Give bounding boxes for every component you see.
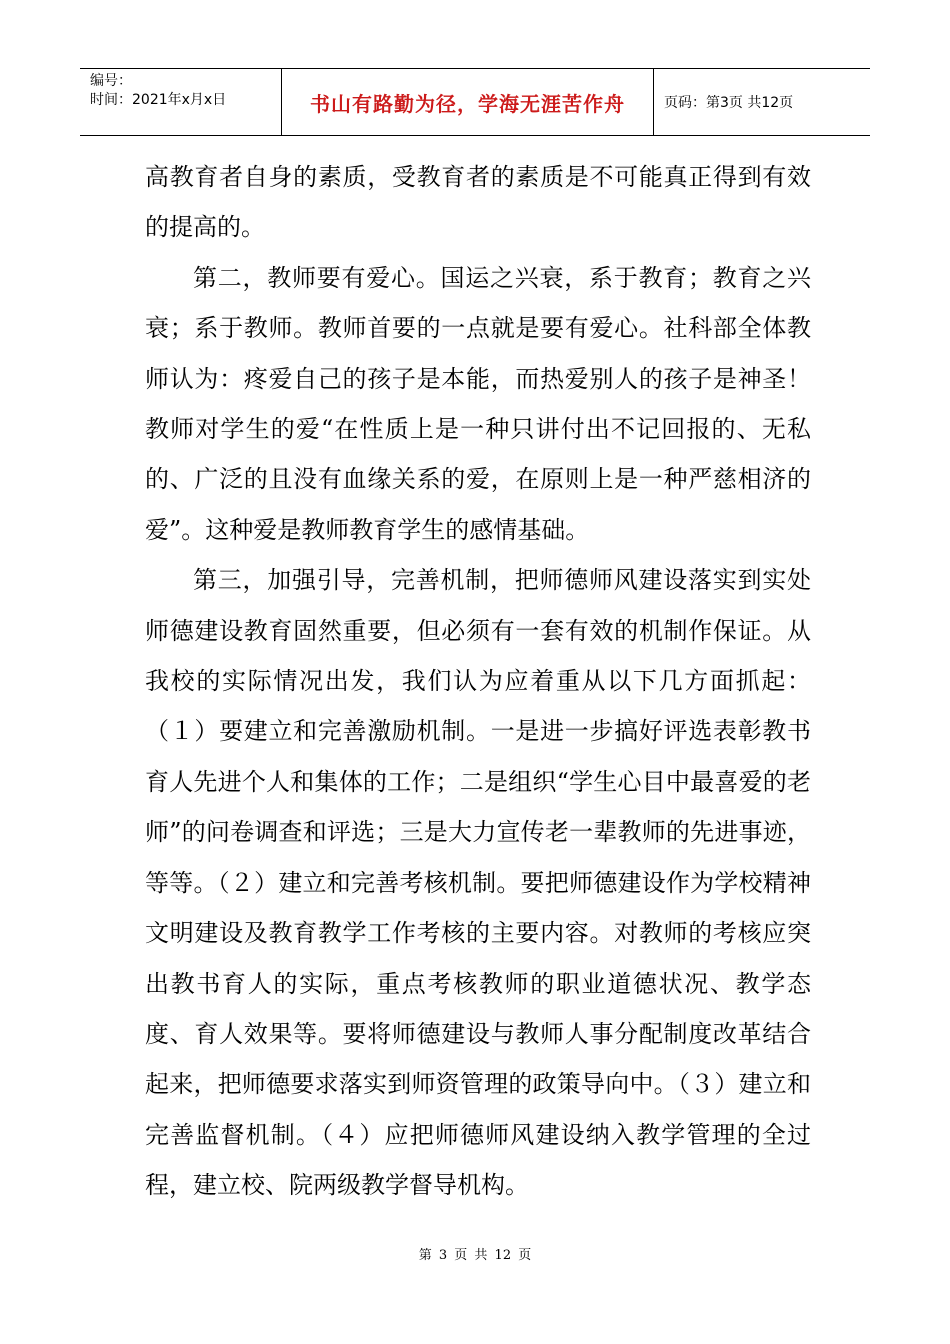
paragraph: 第二，教师要有爱心。国运之兴衰，系于教育；教育之兴衰；系于教师。教师首要的一点就是要有爱心。社科部全体教师认为：疼爱自己的孩子是本能，而热爱别人的孩子是神圣！教师对学生的爱“在性质上是一种只讲付出不记回报的、无私的、广泛的且没有血缘关系的爱，在原则上是一种严慈相济的爱”。这种爱是教师教育学生的感情基础。 (145, 263, 811, 544)
paragraph: 高教育者自身的素质，受教育者的素质是不可能真正得到有效的提高的。 (145, 163, 811, 242)
page-footer: 第 3 页 共 12 页 (418, 1248, 532, 1263)
document-number: 编号： (90, 73, 132, 89)
paragraph: 第三，加强引导，完善机制，把师德师风建设落实到实处师德建设教育固然重要，但必须有一套有效的机制作保证。从我校的实际情况出发，我们认为应着重从以下几方面抓起：（１）要建立和完善激励机制。一是进一步搞好评选表彰教书育人先进个人和集体的工作；二是组织“学生心目中最喜爱的老师”的问卷调查和评选；三是大力宣传老一辈教师的先进事迹，等等。（２）建立和完善考核机制。要把师德建设作为学校精神文明建设及教育教学工作考核的主要内容。对教师的考核应突出教书育人的实际，重点考核教师的职业道德状况、教学态度、育人效果等。要将师德建设与教师人事分配制度改革结合起来，把师德要求落实到师资管理的政策导向中。（３）建立和完善监督机制。（４）应把师德师风建设纳入教学管理的全过程，建立校、院两级教学督导机构。 (145, 566, 811, 1200)
header-meta (80, 69, 282, 135)
page-header (80, 68, 870, 136)
document-body (145, 152, 811, 1211)
header-page-info: 页码：第3页 共12页 (664, 95, 794, 111)
header-slogan: 书山有路勤为径，学海无涯苦作舟 (282, 69, 654, 135)
document-time: 时间：2021年x月x日 (90, 92, 227, 108)
